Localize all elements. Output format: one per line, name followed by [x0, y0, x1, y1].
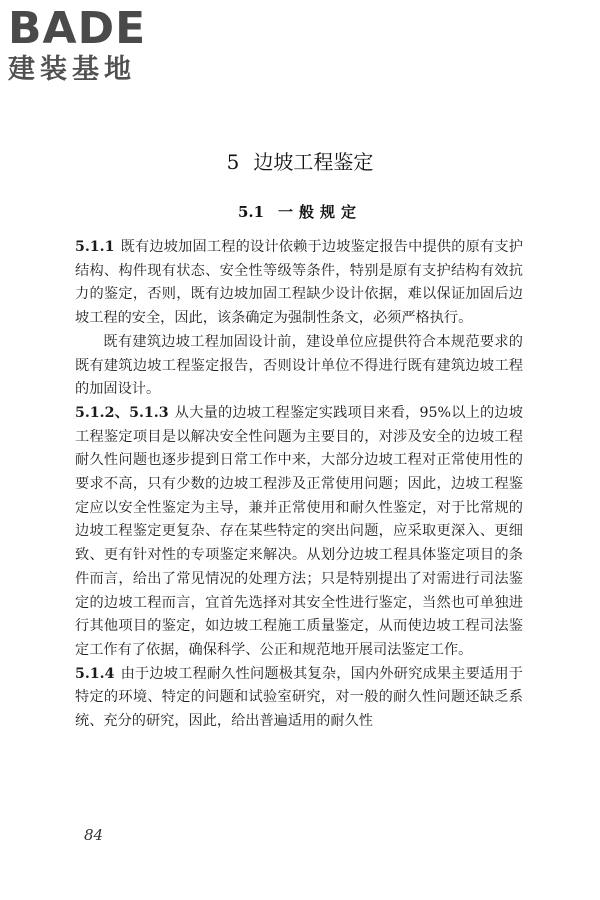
section-number: 5.1: [237, 203, 265, 221]
body-text: [75, 236, 523, 734]
clause-number: 5.1.2、5.1.3: [75, 404, 169, 421]
section-title: [0, 201, 600, 223]
chapter-number: 5: [226, 150, 240, 174]
paragraph-5-1-1-continued: [75, 331, 523, 402]
paragraph-text: 由于边坡工程耐久性问题极其复杂，国内外研究成果主要适用于特定的环境、特定的问题和试验室研究，对一般的耐久性问题还缺乏系统、充分的研究，因此，给出普遍适用的耐久性: [75, 665, 523, 730]
logo-subtitle: 建装基地: [8, 54, 136, 85]
bade-logo: [8, 3, 178, 86]
clause-number: 5.1.1: [75, 239, 115, 255]
paragraph-5-1-1: [75, 236, 523, 331]
page-number: 84: [84, 826, 104, 844]
chapter-title: [0, 148, 600, 176]
clause-number: 5.1.4: [75, 665, 115, 682]
paragraph-text: 既有边坡加固工程的设计依赖于边坡鉴定报告中提供的原有支护结构、构件现有状态、安全性等级等条件，特别是原有支护结构有效抗力的鉴定，否则，既有边坡加固工程缺少设计依据，难以保证加固后边坡工程的安全，因此，该条确定为强制性条文，必须严格执行。: [75, 239, 523, 327]
paragraph-text: 既有建筑边坡工程加固设计前，建设单位应提供符合本规范要求的既有建筑边坡工程鉴定报告，否则设计单位不得进行既有建筑边坡工程的加固设计。: [75, 333, 523, 398]
paragraph-5-1-2-3: [75, 402, 523, 663]
section-title-text: 一般规定: [278, 203, 363, 221]
chapter-title-text: 边坡工程鉴定: [253, 150, 374, 174]
paragraph-text: 从大量的边坡工程鉴定实践项目来看，95%以上的边坡工程鉴定项目是以解决安全性问题为主要目的，对涉及安全的边坡工程耐久性问题也逐步提到日常工作中来，大部分边坡工程对正常使用性的要求不高，只有少数的边坡工程涉及正常使用问题；因此，边坡工程鉴定应以安全性鉴定为主导，兼并正常使用和耐久性鉴定，对于比常规的边坡工程鉴定更复杂、存在某些特定的突出问题，应采取更深入、更细致、更有针对性的专项鉴定来解决。从划分边坡工程具体鉴定项目的条件而言，给出了常见情况的处理方法；只是特别提出了对需进行司法鉴定的边坡工程而言，宜首先选择对其安全性进行鉴定，当然也可单独进行其他项目的鉴定，如边坡工程施工质量鉴定，从而使边坡工程司法鉴定工作有了依据，确保科学、公正和规范地开展司法鉴定工作。: [75, 404, 523, 658]
paragraph-5-1-4: [75, 663, 523, 734]
logo-wordmark: BADE: [8, 3, 147, 54]
